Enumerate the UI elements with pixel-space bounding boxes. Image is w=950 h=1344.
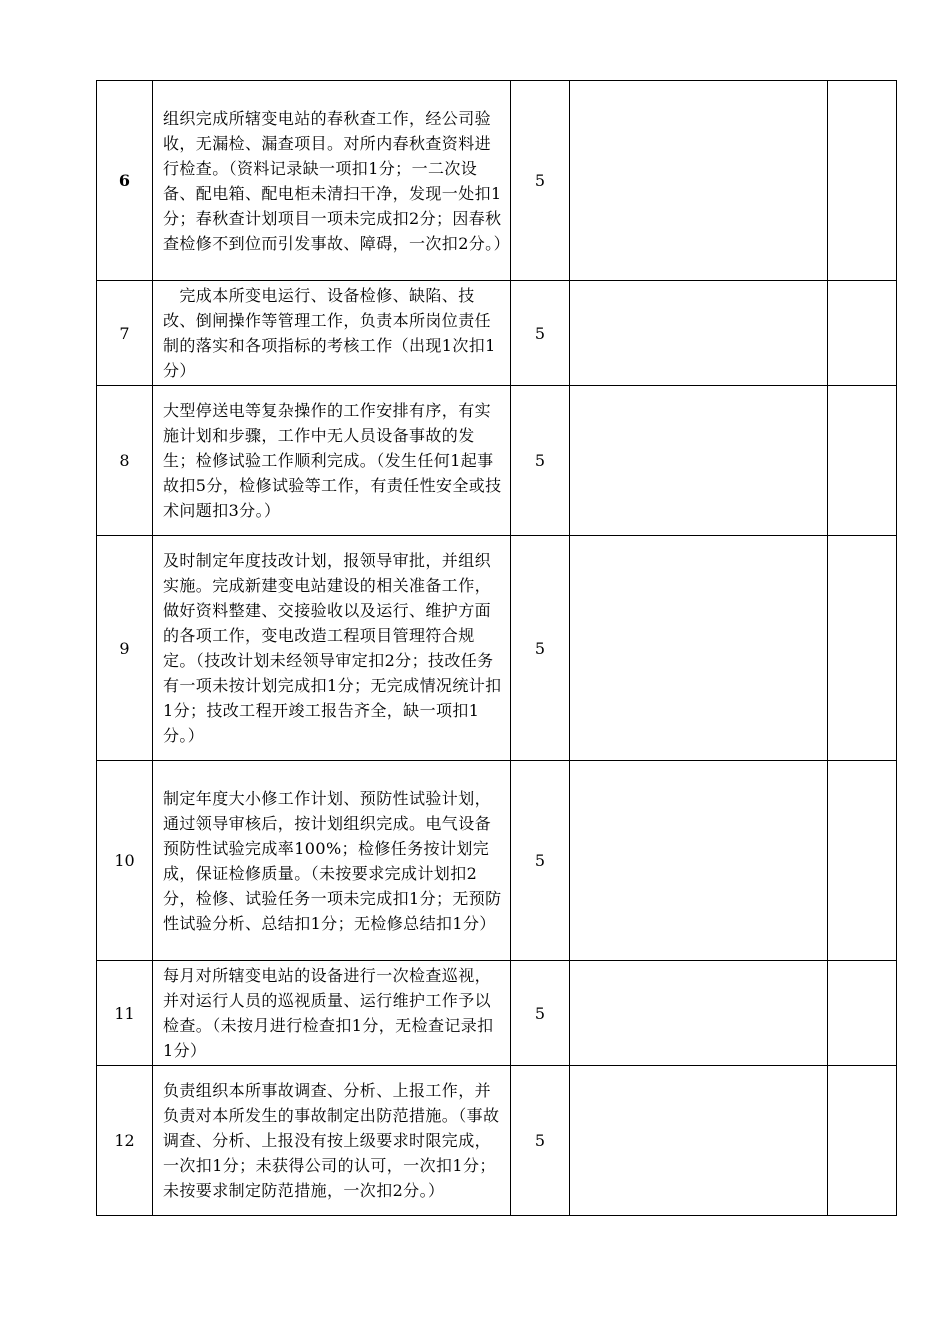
empty-cell <box>570 761 828 961</box>
row-score: 5 <box>511 386 570 536</box>
row-number: 12 <box>97 1066 153 1216</box>
row-description: 负责组织本所事故调查、分析、上报工作，并负责对本所发生的事故制定出防范措施。（事故调查、分析、上报没有按上级要求时限完成，一次扣1分；未获得公司的认可，一次扣1分；未按要求制定防范措施，一次扣2分。） <box>153 1066 511 1216</box>
table-row <box>97 536 897 761</box>
empty-cell <box>570 386 828 536</box>
empty-cell <box>570 81 828 281</box>
empty-cell <box>828 81 897 281</box>
row-score: 5 <box>511 1066 570 1216</box>
empty-cell <box>570 961 828 1066</box>
row-description: 完成本所变电运行、设备检修、缺陷、技改、倒闸操作等管理工作，负责本所岗位责任制的落实和各项指标的考核工作（出现1次扣1分） <box>153 281 511 386</box>
row-score: 5 <box>511 536 570 761</box>
row-score: 5 <box>511 761 570 961</box>
empty-cell <box>570 1066 828 1216</box>
row-description: 组织完成所辖变电站的春秋查工作，经公司验收，无漏检、漏查项目。对所内春秋查资料进行检查。（资料记录缺一项扣1分；一二次设备、配电箱、配电柜未清扫干净，发现一处扣1分；春秋查计划项目一项未完成扣2分；因春秋查检修不到位而引发事故、障碍，一次扣2分。） <box>153 81 511 281</box>
empty-cell <box>570 536 828 761</box>
row-score: 5 <box>511 81 570 281</box>
empty-cell <box>570 281 828 386</box>
empty-cell <box>828 536 897 761</box>
row-description: 制定年度大小修工作计划、预防性试验计划，通过领导审核后，按计划组织完成。电气设备预防性试验完成率100%；检修任务按计划完成，保证检修质量。（未按要求完成计划扣2分，检修、试验任务一项未完成扣1分；无预防性试验分析、总结扣1分；无检修总结扣1分） <box>153 761 511 961</box>
row-number: 9 <box>97 536 153 761</box>
row-number: 7 <box>97 281 153 386</box>
row-number: 6 <box>97 81 153 281</box>
table-row <box>97 1066 897 1216</box>
row-number: 11 <box>97 961 153 1066</box>
row-number: 8 <box>97 386 153 536</box>
empty-cell <box>828 386 897 536</box>
row-description: 及时制定年度技改计划，报领导审批，并组织实施。完成新建变电站建设的相关准备工作，做好资料整建、交接验收以及运行、维护方面的各项工作，变电改造工程项目管理符合规定。（技改计划未经领导审定扣2分；技改任务有一项未按计划完成扣1分；无完成情况统计扣1分；技改工程开竣工报告齐全，缺一项扣1分。） <box>153 536 511 761</box>
empty-cell <box>828 961 897 1066</box>
empty-cell <box>828 1066 897 1216</box>
empty-cell <box>828 761 897 961</box>
table-row <box>97 761 897 961</box>
row-score: 5 <box>511 961 570 1066</box>
row-score: 5 <box>511 281 570 386</box>
table-row <box>97 81 897 281</box>
table-row <box>97 386 897 536</box>
row-description: 每月对所辖变电站的设备进行一次检查巡视，并对运行人员的巡视质量、运行维护工作予以检查。（未按月进行检查扣1分，无检查记录扣1分） <box>153 961 511 1066</box>
empty-cell <box>828 281 897 386</box>
row-number: 10 <box>97 761 153 961</box>
scoring-table <box>96 80 897 1216</box>
table-row <box>97 961 897 1066</box>
row-description: 大型停送电等复杂操作的工作安排有序，有实施计划和步骤，工作中无人员设备事故的发生；检修试验工作顺利完成。（发生任何1起事故扣5分，检修试验等工作，有责任性安全或技术问题扣3分。） <box>153 386 511 536</box>
table-row <box>97 281 897 386</box>
